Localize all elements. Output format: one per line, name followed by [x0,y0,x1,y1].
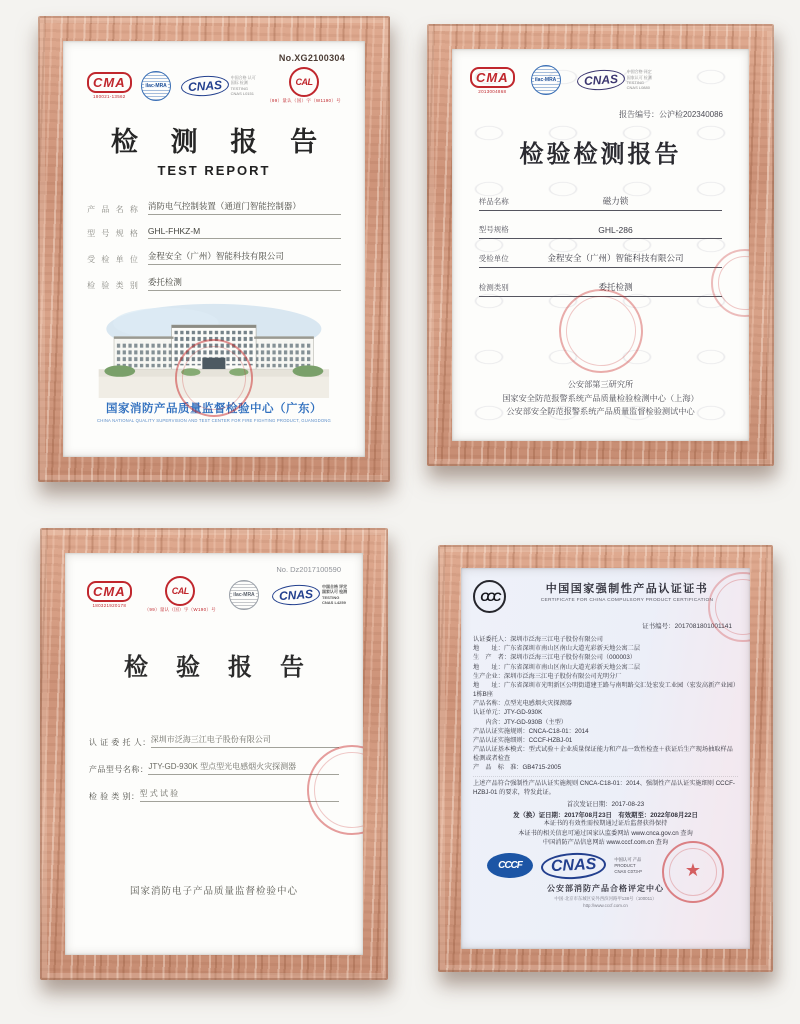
ilac-mra-logo: ilac-MRA [141,71,171,101]
cert-line: 地 址：广东省深圳市光明新区公明街道建王路与南明路交汇处宏发工业园（宏发高新产业园）1栋B座 [473,681,736,699]
accreditation-logo-row [63,63,365,104]
cert-statement: 上述产品符合强制性产品认证实施规则 CNCA-C18-01：2014、强制性产品认证实施细则 CCCF-HZBJ-01 的要求，特发此证。 [473,776,738,797]
certificate-test-report [63,41,365,457]
cert-line: 认证委托人：深圳市泛海三江电子股份有限公司 [473,636,603,643]
issuing-institutes [452,378,749,419]
cnas-logo: CNAS 中国合格 评定国家认可 检测 TESTING CNAS L0880 [577,69,654,91]
certificate-title: 检 验 报 告 [124,655,315,681]
report-number: No.XG2100304 [278,53,345,63]
certificate-inspection-report [452,49,749,441]
red-star-seal-stamp [662,841,724,903]
ccc-body [461,630,750,848]
accreditation-logo-row [65,574,363,613]
red-seal-stamp [554,285,646,377]
cert-line: 地 址：广东省深圳市南山区南山大道光彩新天地公寓二层 [473,645,641,653]
field-table [63,200,365,291]
cnas-product-label: 中国认可 产品 PRODUCT CNAS C073-P [614,856,643,874]
institute-line: 公安部安全防范报警系统产品质量监督检验测试中心 [506,407,695,417]
institute-line: 公安部第三研究所 [567,380,634,390]
cert-line: 生产企业：深圳市泛海三江电子股份有限公司光明分厂 [473,672,622,680]
ccc-logo: CCC [473,580,506,613]
cert-line: 产 品 标 准：GB4715-2005 [473,764,562,772]
cert-line: 地 址：广东省深圳市南山区南山大道光彩新天地公寓二层 [473,663,641,671]
cert-line: 产品认证基本模式：型式试验＋企业质量保证能力和产品一致性检查＋获证后生产现场抽取样品检测或者检查 [473,746,733,763]
cal-logo: CAL （99）量认（国）字（W1190）号 [267,67,341,104]
issuing-center-name: 国家消防产品质量监督检验中心（广东） [106,403,322,415]
cnas-logo: CNAS 中国合格 认可国际 检测 TESTING CNAS L0151 [181,75,258,97]
field-row: 检测类别 委托检测 [479,281,723,297]
institute-line: 国家安全防范报警系统产品质量检验检测中心（上海） [502,393,699,403]
field-row: 受 检 单 位 金程安全（广州）智能科技有限公司 [87,250,341,265]
field-row: 产品型号名称： JTY-GD-930K 型点型光电感烟火灾探测器 [89,761,339,775]
cert-line: 生 产 者：深圳市泛海三江电子股份有限公司（000003） [473,654,636,662]
report-number: 报告编号：公沪检202340086 [618,110,723,119]
lookup-note: 中国消防产品信息网站 www.cccf.com.cn 查询 [542,839,669,847]
issuing-center-name: 公安部消防产品合格评定中心 [547,883,664,893]
cal-logo: CAL （99）量认（国）字（W190）号 [145,576,216,613]
field-row: 型 号 规 格 GHL-FHKZ-M [87,226,341,239]
validity-note: 本证书的有效性需按期通过证后监督获得保持 [543,819,668,827]
issuing-center-address: 中国·北京市东城区安外西滨河路甲138号（100011） [554,895,657,901]
issue-and-expiry-date: 发（换）证日期：2017年08月23日 有效期至：2022年08月22日 [513,811,698,819]
field-row: 认 证 委 托 人： 深圳市泛海三江电子股份有限公司 [89,734,339,748]
wood-frame-bottom-left [40,528,388,980]
certificate-subtitle: TEST REPORT [157,163,271,178]
issuing-center-name-en: CHINA NATIONAL QUALITY SUPERVISION AND TEST CENTER FOR FIRE FIGHTING PRODUCT, GUANGDONG [97,418,331,423]
cccf-logo: CCCF [487,853,533,878]
issuing-center-url: http://www.cccf.com.cn [583,902,628,908]
first-issue-date: 首次发证日期：2017-08-23 [566,800,645,808]
certificate-title: 检验检测报告 [519,142,682,168]
lookup-note: 本证书的相关信息可通过国家认监委网站 www.cnca.gov.cn 查询 [518,829,693,837]
cma-logo: CMA 180321920178 [87,581,132,608]
cert-line: 认证单元：JTY-GD-930K [473,709,543,717]
field-row: 检 验 类 别 委托检测 [87,276,341,291]
certificate-subtitle: CERTIFICATE FOR CHINA COMPULSORY PRODUCT CERTIFICATION [540,598,714,603]
ccc-header [461,568,750,613]
ilac-mra-logo: ilac-MRA [531,65,561,95]
wood-frame-top-left [38,16,390,482]
cert-line: 内含：JTY-GD-930B（主型） [473,718,567,726]
certificate-title: 检 测 报 告 [110,127,331,157]
field-table [452,195,749,297]
field-row: 产 品 名 称 消防电气控制装置（通道门智能控制器） [87,200,341,215]
certificate-ccc [461,568,750,949]
cnas-logo: CNAS 中国合格 评定国家认可 检测 TESTING CNAS L4259 [272,584,349,606]
cma-logo: CMA 2013004868 [470,67,515,94]
wood-frame-top-right [427,24,774,466]
field-row: 样品名称 磁力锁 [479,195,723,211]
certificate-inspection-report-2 [65,553,363,955]
certificate-number: 证书编号：2017081801001141 [642,623,732,630]
field-row: 检 验 类 别： 型 式 试 验 [89,788,339,802]
ccc-titles [514,580,740,603]
field-row: 受检单位 金程安全（广州）智能科技有限公司 [479,252,723,268]
accreditation-logo-row [452,49,749,95]
ilac-mra-logo: ilac-MRA [229,580,259,610]
field-row: 型号规格 GHL-286 [479,224,723,239]
report-number: No. Dz2017100590 [276,565,341,574]
wood-frame-bottom-right [438,545,773,972]
cert-line: 产品名称：点型光电感烟火灾探测器 [473,700,572,708]
cert-line: 产品认证实施规则：CNCA-C18-01：2014 [473,727,589,735]
issuing-center-name: 国家消防电子产品质量监督检验中心 [129,886,298,897]
cert-line: 产品认证实施细则：CCCF-HZBJ-01 [473,736,573,744]
cma-logo: CMA 180021-13562 [87,72,132,99]
certificate-title: 中国国家强制性产品认证证书 [545,583,709,595]
cnas-logo: CNAS [540,851,607,880]
